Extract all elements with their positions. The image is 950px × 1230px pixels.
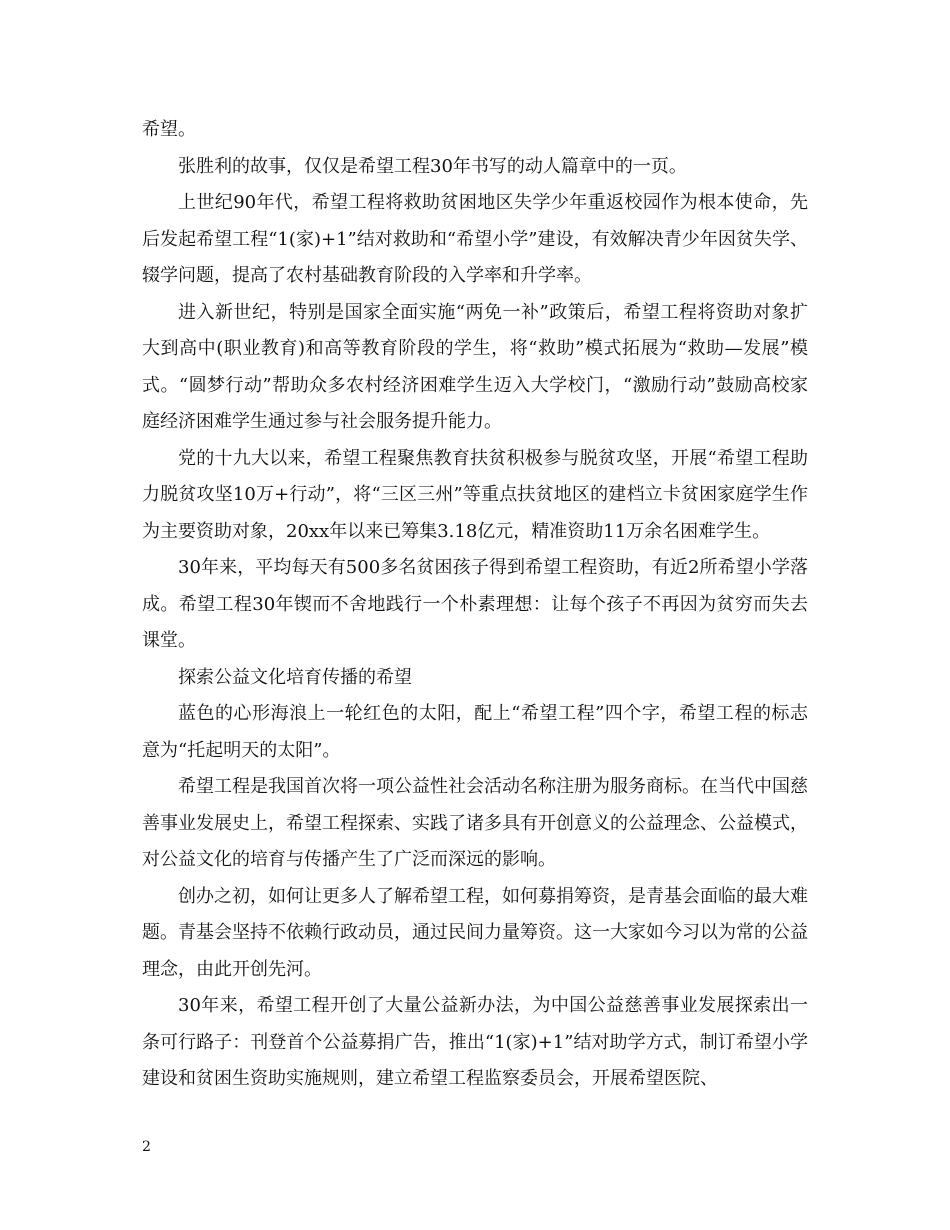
body-text bbox=[142, 112, 808, 1098]
paragraph: 张胜利的故事，仅仅是希望工程30年书写的动人篇章中的一页。 bbox=[178, 155, 687, 177]
paragraph: 党的十九大以来，希望工程聚焦教育扶贫积极参与脱贫攻坚，开展“希望工程助力脱贫攻坚10万+行动”，将“三区三州”等重点扶贫地区的建档立卡贫困家庭学生作为主要资助对象，20xx年以来已筹集3.18亿元，精准资助11万余名困难学生。 bbox=[142, 447, 808, 542]
paragraph: 蓝色的心形海浪上一轮红色的太阳，配上“希望工程”四个字，希望工程的标志意为“托起明天的太阳”。 bbox=[142, 703, 808, 761]
paragraph: 进入新世纪，特别是国家全面实施“两免一补”政策后，希望工程将资助对象扩大到高中(职业教育)和高等教育阶段的学生，将“救助”模式拓展为“救助—发展”模式。“圆梦行动”帮助众多农村经济困难学生迈入大学校门，“激励行动”鼓励高校家庭经济困难学生通过参与社会服务提升能力。 bbox=[142, 301, 808, 432]
page-number: 2 bbox=[142, 1139, 151, 1155]
paragraph: 希望工程是我国首次将一项公益性社会活动名称注册为服务商标。在当代中国慈善事业发展史上，希望工程探索、实践了诸多具有开创意义的公益理念、公益模式，对公益文化的培育与传播产生了广泛而深远的影响。 bbox=[142, 776, 808, 870]
paragraph-continuation: 希望。 bbox=[142, 119, 196, 140]
section-heading: 探索公益文化培育传播的希望 bbox=[178, 666, 412, 688]
paragraph: 30年来，平均每天有500多名贫困孩子得到希望工程资助，有近2所希望小学落成。希望工程30年锲而不舍地践行一个朴素理想：让每个孩子不再因为贫穷而失去课堂。 bbox=[142, 557, 808, 651]
paragraph: 上世纪90年代，希望工程将救助贫困地区失学少年重返校园作为根本使命，先后发起希望工程“1(家)+1”结对救助和“希望小学”建设，有效解决青少年因贫失学、辍学问题，提高了农村基础教育阶段的入学率和升学率。 bbox=[142, 192, 808, 286]
paragraph: 30年来，希望工程开创了大量公益新办法，为中国公益慈善事业发展探索出一条可行路子：刊登首个公益募捐广告，推出“1(家)+1”结对助学方式，制订希望小学建设和贫困生资助实施规则，建立希望工程监察委员会，开展希望医院、 bbox=[142, 995, 808, 1089]
paragraph: 创办之初，如何让更多人了解希望工程，如何募捐筹资，是青基会面临的最大难题。青基会坚持不依赖行政动员，通过民间力量筹资。这一大家如今习以为常的公益理念，由此开创先河。 bbox=[142, 885, 808, 980]
